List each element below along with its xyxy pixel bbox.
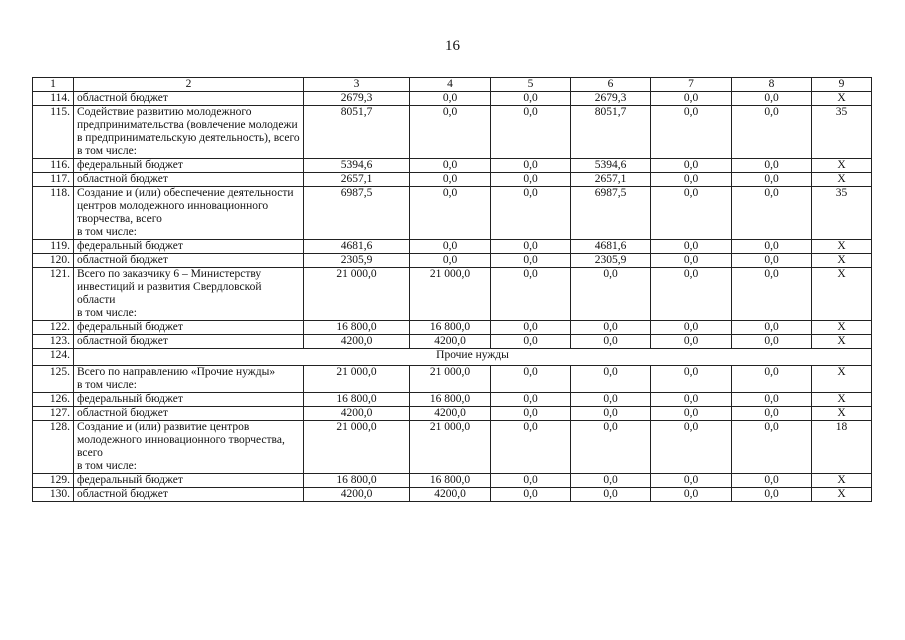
value-cell: 8051,7 — [571, 106, 651, 159]
table-row — [33, 335, 872, 349]
row-name-line: Всего по заказчику 6 – Министерству инвестиций и развития Свердловской области — [77, 268, 262, 306]
value-cell: 0,0 — [651, 159, 732, 173]
value-cell: 0,0 — [651, 488, 732, 502]
value-cell: 5394,6 — [571, 159, 651, 173]
value-cell: 5394,6 — [304, 159, 410, 173]
value-cell: 6987,5 — [304, 187, 410, 240]
value-cell: 0,0 — [571, 335, 651, 349]
row-number: 122. — [33, 321, 74, 335]
value-cell: 4681,6 — [571, 240, 651, 254]
value-cell: 21 000,0 — [410, 268, 491, 321]
row-name-line: в том числе: — [77, 145, 137, 157]
table-row — [33, 474, 872, 488]
value-cell: 0,0 — [410, 187, 491, 240]
value-cell: 21 000,0 — [304, 366, 410, 393]
value-cell: Х — [812, 335, 872, 349]
value-cell: 0,0 — [651, 187, 732, 240]
row-name — [74, 92, 304, 106]
row-number: 125. — [33, 366, 74, 393]
value-cell: 0,0 — [732, 106, 812, 159]
value-cell: 0,0 — [732, 92, 812, 106]
row-number: 116. — [33, 159, 74, 173]
table-row — [33, 488, 872, 502]
table-row — [33, 173, 872, 187]
row-name — [74, 240, 304, 254]
value-cell: 21 000,0 — [304, 268, 410, 321]
table-row — [33, 407, 872, 421]
row-number: 117. — [33, 173, 74, 187]
value-cell: 0,0 — [651, 421, 732, 474]
row-name-line: в том числе: — [77, 307, 137, 319]
table-row — [33, 254, 872, 268]
row-name-line: в том числе: — [77, 226, 137, 238]
section-title: Прочие нужды — [74, 349, 872, 366]
value-cell: 0,0 — [410, 106, 491, 159]
value-cell: 0,0 — [732, 268, 812, 321]
value-cell: 0,0 — [651, 321, 732, 335]
row-name — [74, 393, 304, 407]
value-cell: Х — [812, 268, 872, 321]
table-row — [33, 349, 872, 366]
row-number: 118. — [33, 187, 74, 240]
row-number: 126. — [33, 393, 74, 407]
value-cell: 0,0 — [491, 488, 571, 502]
value-cell: 0,0 — [571, 488, 651, 502]
row-name-line: федеральный бюджет — [77, 393, 183, 405]
value-cell: 0,0 — [571, 268, 651, 321]
row-name — [74, 159, 304, 173]
table-header-row — [33, 78, 872, 92]
value-cell: 0,0 — [732, 421, 812, 474]
value-cell: 4200,0 — [304, 335, 410, 349]
value-cell: 4200,0 — [304, 488, 410, 502]
value-cell: 0,0 — [491, 393, 571, 407]
row-name-line: федеральный бюджет — [77, 321, 183, 333]
row-name — [74, 421, 304, 474]
value-cell: 0,0 — [651, 92, 732, 106]
value-cell: 0,0 — [491, 321, 571, 335]
value-cell: 0,0 — [491, 335, 571, 349]
row-name — [74, 407, 304, 421]
row-name-line: областной бюджет — [77, 488, 168, 500]
value-cell: 0,0 — [651, 173, 732, 187]
value-cell: 4200,0 — [410, 488, 491, 502]
row-name — [74, 254, 304, 268]
value-cell: 2305,9 — [571, 254, 651, 268]
row-number: 115. — [33, 106, 74, 159]
value-cell: 2657,1 — [571, 173, 651, 187]
table-body — [33, 78, 872, 502]
row-number: 120. — [33, 254, 74, 268]
value-cell: 0,0 — [491, 254, 571, 268]
value-cell: 16 800,0 — [410, 393, 491, 407]
value-cell: 35 — [812, 106, 872, 159]
value-cell: 0,0 — [651, 240, 732, 254]
value-cell: 0,0 — [491, 474, 571, 488]
row-name-line: Создание и (или) обеспечение деятельности центров молодежного инновационного творчества, всего — [77, 187, 294, 225]
value-cell: 0,0 — [732, 393, 812, 407]
value-cell: 16 800,0 — [304, 474, 410, 488]
value-cell: 0,0 — [491, 173, 571, 187]
row-name — [74, 187, 304, 240]
table-row — [33, 92, 872, 106]
row-name — [74, 474, 304, 488]
value-cell: Х — [812, 407, 872, 421]
table-row — [33, 187, 872, 240]
row-name-line: федеральный бюджет — [77, 159, 183, 171]
header-cell: 8 — [732, 78, 812, 92]
value-cell: 0,0 — [732, 407, 812, 421]
value-cell: Х — [812, 159, 872, 173]
value-cell: Х — [812, 321, 872, 335]
value-cell: 0,0 — [491, 407, 571, 421]
value-cell: 0,0 — [571, 407, 651, 421]
table-row — [33, 393, 872, 407]
value-cell: 0,0 — [491, 159, 571, 173]
row-name — [74, 366, 304, 393]
value-cell: 0,0 — [732, 366, 812, 393]
value-cell: 16 800,0 — [304, 393, 410, 407]
value-cell: 4200,0 — [410, 335, 491, 349]
row-number: 121. — [33, 268, 74, 321]
value-cell: 0,0 — [491, 187, 571, 240]
row-name-line: Содействие развитию молодежного предпринимательства (вовлечение молодежи в предпринимательскую деятельность), всего — [77, 106, 300, 144]
value-cell: 0,0 — [491, 92, 571, 106]
value-cell: Х — [812, 488, 872, 502]
value-cell: 0,0 — [410, 92, 491, 106]
row-name-line: областной бюджет — [77, 407, 168, 419]
value-cell: 0,0 — [651, 474, 732, 488]
value-cell: 16 800,0 — [410, 474, 491, 488]
value-cell: 35 — [812, 187, 872, 240]
row-name-line: областной бюджет — [77, 254, 168, 266]
value-cell: 4200,0 — [304, 407, 410, 421]
value-cell: Х — [812, 173, 872, 187]
header-cell: 3 — [304, 78, 410, 92]
row-name — [74, 321, 304, 335]
header-cell: 4 — [410, 78, 491, 92]
table-row — [33, 159, 872, 173]
row-name-line: областной бюджет — [77, 173, 168, 185]
page-number: 16 — [445, 38, 460, 54]
table-row — [33, 106, 872, 159]
row-number: 130. — [33, 488, 74, 502]
row-name — [74, 173, 304, 187]
value-cell: Х — [812, 240, 872, 254]
value-cell: 0,0 — [732, 474, 812, 488]
value-cell: 21 000,0 — [410, 366, 491, 393]
row-number: 127. — [33, 407, 74, 421]
table-row — [33, 366, 872, 393]
value-cell: 0,0 — [410, 173, 491, 187]
row-number: 119. — [33, 240, 74, 254]
table-row — [33, 240, 872, 254]
value-cell: 6987,5 — [571, 187, 651, 240]
value-cell: 8051,7 — [304, 106, 410, 159]
value-cell: 21 000,0 — [410, 421, 491, 474]
value-cell: 0,0 — [571, 474, 651, 488]
row-number: 128. — [33, 421, 74, 474]
value-cell: 21 000,0 — [304, 421, 410, 474]
value-cell: 4200,0 — [410, 407, 491, 421]
value-cell: 0,0 — [732, 187, 812, 240]
value-cell: 0,0 — [491, 240, 571, 254]
value-cell: 0,0 — [571, 366, 651, 393]
value-cell: 0,0 — [651, 366, 732, 393]
value-cell: 0,0 — [651, 268, 732, 321]
row-name-line: в том числе: — [77, 460, 137, 472]
value-cell: 0,0 — [732, 159, 812, 173]
row-name-line: областной бюджет — [77, 92, 168, 104]
value-cell: 0,0 — [732, 335, 812, 349]
value-cell: 0,0 — [571, 421, 651, 474]
value-cell: 0,0 — [732, 173, 812, 187]
value-cell: 0,0 — [651, 407, 732, 421]
value-cell: 0,0 — [732, 240, 812, 254]
row-name-line: Всего по направлению «Прочие нужды» — [77, 366, 276, 378]
value-cell: 0,0 — [491, 421, 571, 474]
row-number: 123. — [33, 335, 74, 349]
value-cell: 0,0 — [651, 106, 732, 159]
value-cell: 0,0 — [651, 393, 732, 407]
value-cell: 18 — [812, 421, 872, 474]
value-cell: 0,0 — [410, 240, 491, 254]
value-cell: Х — [812, 366, 872, 393]
value-cell: 0,0 — [732, 321, 812, 335]
header-cell: 2 — [74, 78, 304, 92]
row-name-line: федеральный бюджет — [77, 474, 183, 486]
header-cell: 1 — [33, 78, 74, 92]
value-cell: 0,0 — [732, 488, 812, 502]
value-cell: 0,0 — [571, 393, 651, 407]
value-cell: Х — [812, 254, 872, 268]
value-cell: 4681,6 — [304, 240, 410, 254]
value-cell: 16 800,0 — [304, 321, 410, 335]
table-row — [33, 321, 872, 335]
row-name — [74, 488, 304, 502]
row-name — [74, 335, 304, 349]
value-cell: 0,0 — [410, 159, 491, 173]
value-cell: 0,0 — [491, 366, 571, 393]
value-cell: 0,0 — [491, 106, 571, 159]
value-cell: 2679,3 — [571, 92, 651, 106]
value-cell: 2679,3 — [304, 92, 410, 106]
value-cell: 0,0 — [571, 321, 651, 335]
value-cell: 0,0 — [491, 268, 571, 321]
row-name — [74, 268, 304, 321]
value-cell: 2657,1 — [304, 173, 410, 187]
value-cell: Х — [812, 474, 872, 488]
row-name-line: в том числе: — [77, 379, 137, 391]
header-cell: 6 — [571, 78, 651, 92]
row-name — [74, 106, 304, 159]
row-number: 114. — [33, 92, 74, 106]
value-cell: Х — [812, 393, 872, 407]
value-cell: 0,0 — [410, 254, 491, 268]
value-cell: 0,0 — [651, 335, 732, 349]
header-cell: 7 — [651, 78, 732, 92]
row-number: 124. — [33, 349, 74, 366]
header-cell: 9 — [812, 78, 872, 92]
row-name-line: Создание и (или) развитие центров молодежного инновационного творчества, всего — [77, 421, 285, 459]
row-name-line: федеральный бюджет — [77, 240, 183, 252]
value-cell: 2305,9 — [304, 254, 410, 268]
value-cell: 0,0 — [651, 254, 732, 268]
value-cell: 16 800,0 — [410, 321, 491, 335]
value-cell: Х — [812, 92, 872, 106]
header-cell: 5 — [491, 78, 571, 92]
table-row — [33, 421, 872, 474]
budget-table — [32, 77, 872, 502]
value-cell: 0,0 — [732, 254, 812, 268]
table-row — [33, 268, 872, 321]
row-name-line: областной бюджет — [77, 335, 168, 347]
row-number: 129. — [33, 474, 74, 488]
